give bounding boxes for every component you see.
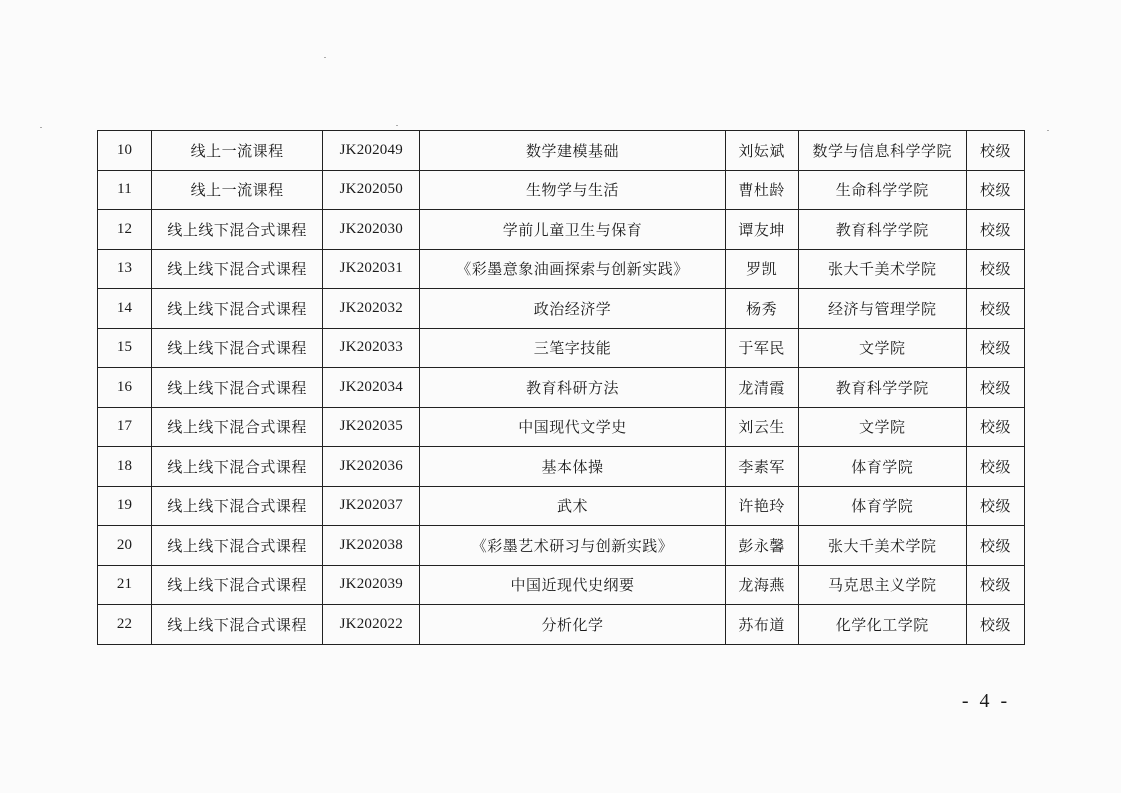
row-number: 22 <box>98 605 152 645</box>
scan-speck <box>1047 130 1049 131</box>
course-level: 校级 <box>966 447 1024 487</box>
course-level: 校级 <box>966 565 1024 605</box>
course-type: 线上线下混合式课程 <box>152 486 323 526</box>
department: 张大千美术学院 <box>798 526 966 566</box>
course-table-body <box>98 131 1025 645</box>
course-code: JK202033 <box>323 328 420 368</box>
row-number: 20 <box>98 526 152 566</box>
course-code: JK202032 <box>323 289 420 329</box>
course-lead: 彭永馨 <box>725 526 798 566</box>
course-code: JK202050 <box>323 170 420 210</box>
course-lead: 刘妘斌 <box>725 131 798 171</box>
department: 生命科学学院 <box>798 170 966 210</box>
table-row <box>98 328 1025 368</box>
scan-speck <box>324 57 326 58</box>
course-type: 线上线下混合式课程 <box>152 249 323 289</box>
course-code: JK202031 <box>323 249 420 289</box>
table-row <box>98 565 1025 605</box>
course-name: 武术 <box>420 486 725 526</box>
department: 文学院 <box>798 328 966 368</box>
course-level: 校级 <box>966 170 1024 210</box>
department: 体育学院 <box>798 486 966 526</box>
row-number: 13 <box>98 249 152 289</box>
row-number: 21 <box>98 565 152 605</box>
department: 经济与管理学院 <box>798 289 966 329</box>
course-name: 三笔字技能 <box>420 328 725 368</box>
table-row <box>98 210 1025 250</box>
course-name: 中国现代文学史 <box>420 407 725 447</box>
course-type: 线上一流课程 <box>152 170 323 210</box>
course-name: 基本体操 <box>420 447 725 487</box>
department: 教育科学学院 <box>798 210 966 250</box>
course-level: 校级 <box>966 210 1024 250</box>
row-number: 17 <box>98 407 152 447</box>
course-code: JK202035 <box>323 407 420 447</box>
course-code: JK202036 <box>323 447 420 487</box>
table-row <box>98 289 1025 329</box>
course-type: 线上线下混合式课程 <box>152 368 323 408</box>
row-number: 10 <box>98 131 152 171</box>
course-name: 《彩墨艺术研习与创新实践》 <box>420 526 725 566</box>
row-number: 18 <box>98 447 152 487</box>
course-code: JK202049 <box>323 131 420 171</box>
table-row <box>98 605 1025 645</box>
course-type: 线上线下混合式课程 <box>152 605 323 645</box>
course-code: JK202038 <box>323 526 420 566</box>
course-lead: 罗凯 <box>725 249 798 289</box>
table-row <box>98 447 1025 487</box>
course-lead: 苏布道 <box>725 605 798 645</box>
row-number: 12 <box>98 210 152 250</box>
course-lead: 李素军 <box>725 447 798 487</box>
row-number: 11 <box>98 170 152 210</box>
course-lead: 谭友坤 <box>725 210 798 250</box>
table-row <box>98 486 1025 526</box>
course-level: 校级 <box>966 486 1024 526</box>
course-code: JK202030 <box>323 210 420 250</box>
department: 教育科学学院 <box>798 368 966 408</box>
table-row <box>98 170 1025 210</box>
course-level: 校级 <box>966 249 1024 289</box>
course-type: 线上一流课程 <box>152 131 323 171</box>
department: 化学化工学院 <box>798 605 966 645</box>
course-lead: 龙海燕 <box>725 565 798 605</box>
course-level: 校级 <box>966 368 1024 408</box>
course-name: 中国近现代史纲要 <box>420 565 725 605</box>
course-level: 校级 <box>966 289 1024 329</box>
scan-speck <box>396 125 398 126</box>
course-code: JK202037 <box>323 486 420 526</box>
course-level: 校级 <box>966 131 1024 171</box>
course-lead: 刘云生 <box>725 407 798 447</box>
department: 文学院 <box>798 407 966 447</box>
course-lead: 龙清霞 <box>725 368 798 408</box>
course-code: JK202022 <box>323 605 420 645</box>
course-level: 校级 <box>966 526 1024 566</box>
course-code: JK202039 <box>323 565 420 605</box>
page-number: - 4 - <box>961 690 1011 712</box>
course-type: 线上线下混合式课程 <box>152 210 323 250</box>
course-lead: 曹杜龄 <box>725 170 798 210</box>
course-code: JK202034 <box>323 368 420 408</box>
row-number: 19 <box>98 486 152 526</box>
course-table <box>97 130 1025 645</box>
row-number: 14 <box>98 289 152 329</box>
table-row <box>98 407 1025 447</box>
department: 数学与信息科学学院 <box>798 131 966 171</box>
course-name: 数学建模基础 <box>420 131 725 171</box>
scan-speck <box>40 127 42 128</box>
course-type: 线上线下混合式课程 <box>152 447 323 487</box>
course-level: 校级 <box>966 328 1024 368</box>
course-level: 校级 <box>966 605 1024 645</box>
course-type: 线上线下混合式课程 <box>152 565 323 605</box>
table-row <box>98 368 1025 408</box>
course-type: 线上线下混合式课程 <box>152 289 323 329</box>
course-lead: 许艳玲 <box>725 486 798 526</box>
course-name: 《彩墨意象油画探索与创新实践》 <box>420 249 725 289</box>
course-lead: 于军民 <box>725 328 798 368</box>
course-name: 政治经济学 <box>420 289 725 329</box>
department: 张大千美术学院 <box>798 249 966 289</box>
course-type: 线上线下混合式课程 <box>152 328 323 368</box>
course-type: 线上线下混合式课程 <box>152 407 323 447</box>
table-row <box>98 526 1025 566</box>
course-type: 线上线下混合式课程 <box>152 526 323 566</box>
course-name: 学前儿童卫生与保育 <box>420 210 725 250</box>
course-lead: 杨秀 <box>725 289 798 329</box>
course-name: 教育科研方法 <box>420 368 725 408</box>
department: 体育学院 <box>798 447 966 487</box>
department: 马克思主义学院 <box>798 565 966 605</box>
row-number: 15 <box>98 328 152 368</box>
course-level: 校级 <box>966 407 1024 447</box>
table-row <box>98 249 1025 289</box>
table-row <box>98 131 1025 171</box>
row-number: 16 <box>98 368 152 408</box>
course-name: 分析化学 <box>420 605 725 645</box>
course-name: 生物学与生活 <box>420 170 725 210</box>
